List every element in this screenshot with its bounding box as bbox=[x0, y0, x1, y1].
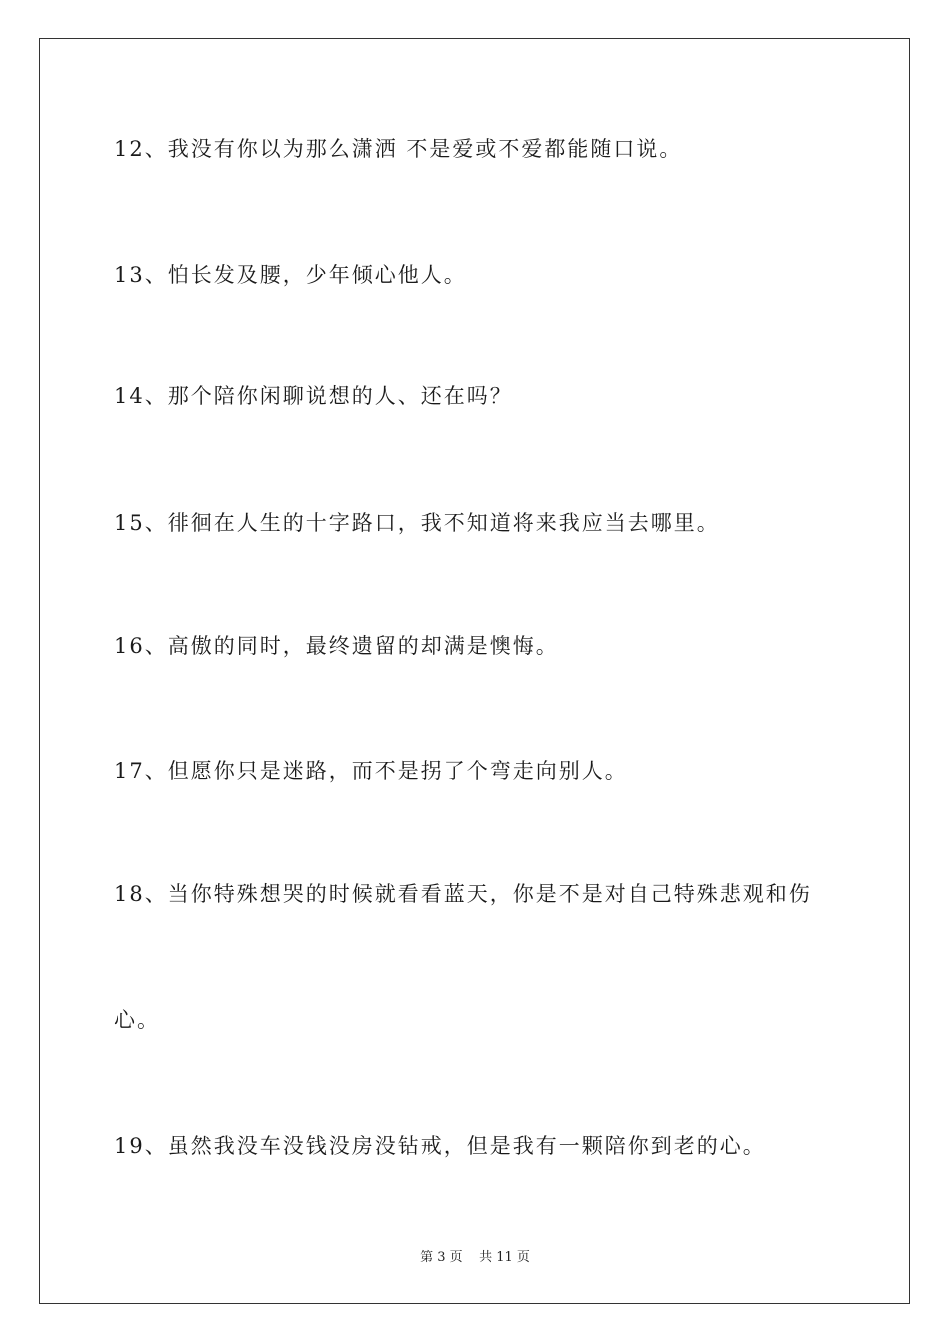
text-line-19: 19、虽然我没车没钱没房没钻戒，但是我有一颗陪你到老的心。 bbox=[114, 1134, 766, 1158]
text-line-18: 18、当你特殊想哭的时候就看看蓝天，你是不是对自己特殊悲观和伤 bbox=[114, 882, 812, 906]
text-line-16: 16、高傲的同时，最终遗留的却满是懊悔。 bbox=[114, 634, 559, 658]
text-line-15: 15、徘徊在人生的十字路口，我不知道将来我应当去哪里。 bbox=[114, 511, 720, 535]
page-number-footer: 第 3 页 共 11 页 bbox=[420, 1250, 530, 1265]
text-line-13: 13、怕长发及腰，少年倾心他人。 bbox=[114, 263, 467, 287]
text-line-12: 12、我没有你以为那么潇洒 不是爱或不爱都能随口说。 bbox=[114, 137, 683, 161]
text-line-14: 14、那个陪你闲聊说想的人、还在吗？ bbox=[114, 384, 513, 408]
text-line-18-continued: 心。 bbox=[114, 1008, 160, 1032]
text-line-17: 17、但愿你只是迷路，而不是拐了个弯走向别人。 bbox=[114, 759, 628, 783]
page-frame bbox=[39, 38, 910, 1304]
